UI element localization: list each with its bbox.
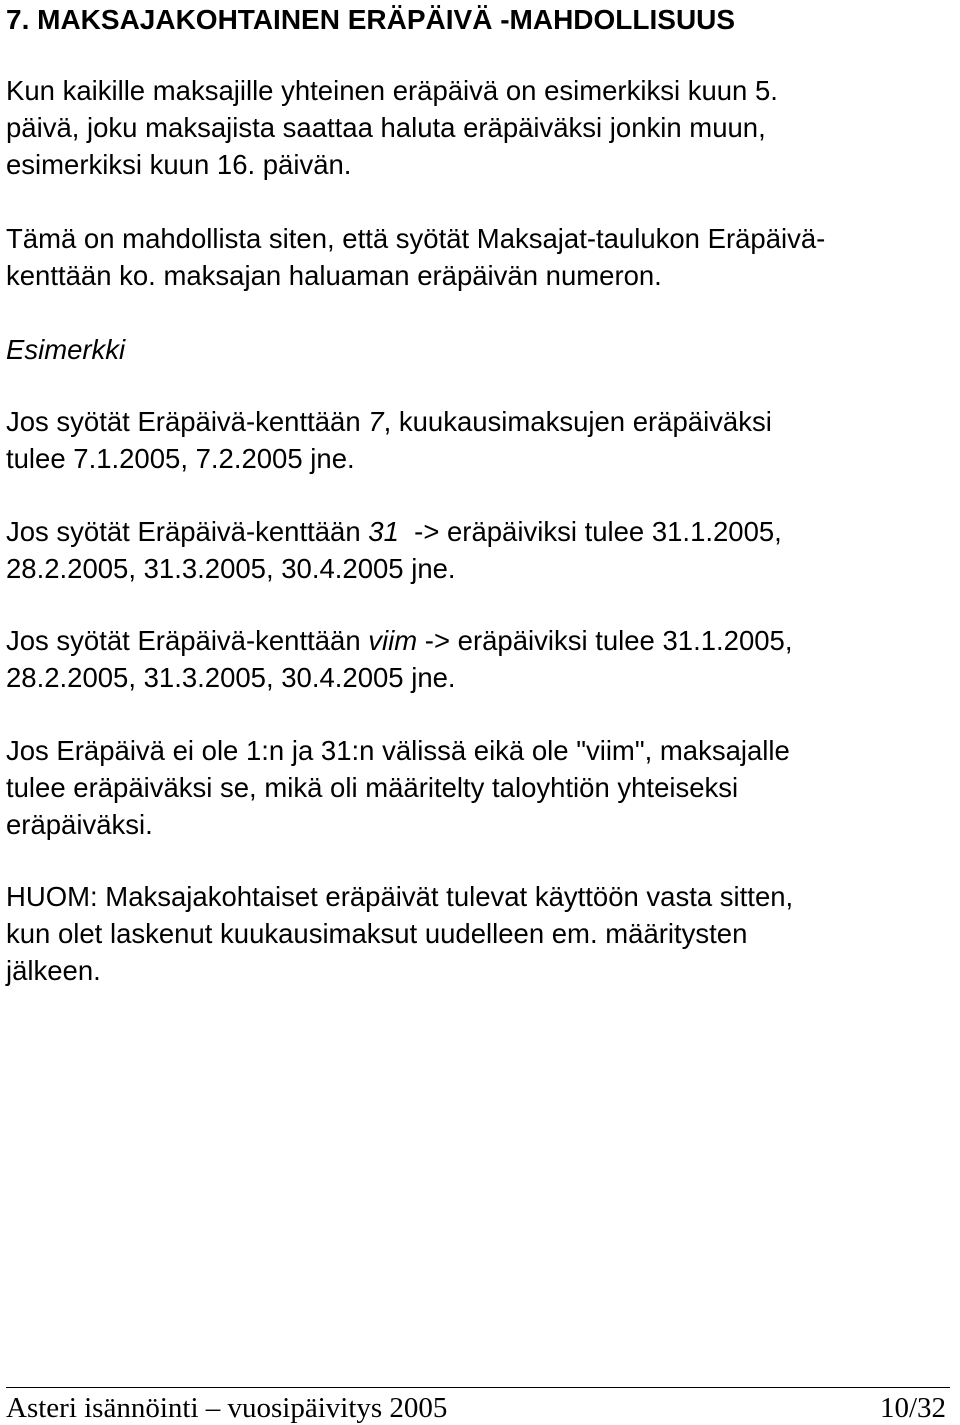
footer-divider xyxy=(6,1387,950,1388)
possible-line-1: Tämä on mahdollista siten, että syötät Maksajat-taulukon Eräpäivä- xyxy=(6,223,826,254)
footer-page-number: 10/32 xyxy=(879,1392,946,1424)
intro-line-1: Kun kaikille maksajille yhteinen eräpäivä on esimerkiksi kuun 5. xyxy=(6,75,778,106)
intro-paragraph xyxy=(6,72,778,183)
example-2-value: 31 xyxy=(368,516,399,547)
example-3-pre: Jos syötät Eräpäivä-kenttään xyxy=(6,625,369,656)
example-2-pre: Jos syötät Eräpäivä-kenttään xyxy=(6,516,369,547)
possible-line-2: kenttään ko. maksajan haluaman eräpäivän numeron. xyxy=(6,260,662,291)
intro-line-2: päivä, joku maksajista saattaa haluta eräpäiväksi jonkin muun, xyxy=(6,112,766,143)
example-1-line-1 xyxy=(6,403,772,440)
footer-title: Asteri isännöinti – vuosipäivitys 2005 xyxy=(6,1392,448,1424)
section-heading: 7. MAKSAJAKOHTAINEN ERÄPÄIVÄ -MAHDOLLISUUS xyxy=(6,4,736,35)
rule-paragraph xyxy=(6,732,790,843)
example-3-line-1 xyxy=(6,622,792,659)
example-1-value: 7 xyxy=(368,406,384,437)
example-2-line-2: 28.2.2005, 31.3.2005, 30.4.2005 jne. xyxy=(6,553,456,584)
example-1-line-2: tulee 7.1.2005, 7.2.2005 jne. xyxy=(6,443,355,474)
example-3-line-2: 28.2.2005, 31.3.2005, 30.4.2005 jne. xyxy=(6,662,456,693)
example-2-line-1 xyxy=(6,513,782,550)
example-1-pre: Jos syötät Eräpäivä-kenttään xyxy=(6,406,369,437)
rule-line-3: eräpäiväksi. xyxy=(6,809,153,840)
example-3-paragraph xyxy=(6,622,792,696)
possible-paragraph xyxy=(6,220,825,294)
note-paragraph xyxy=(6,878,793,989)
note-line-2: kun olet laskenut kuukausimaksut uudelleen em. määritysten xyxy=(6,918,748,949)
example-1-post: , kuukausimaksujen eräpäiväksi xyxy=(383,406,772,437)
example-2-post: -> eräpäiviksi tulee 31.1.2005, xyxy=(398,516,782,547)
rule-line-2: tulee eräpäiväksi se, mikä oli määritelty taloyhtiön yhteiseksi xyxy=(6,772,739,803)
note-line-3: jälkeen. xyxy=(6,955,101,986)
rule-line-1: Jos Eräpäivä ei ole 1:n ja 31:n välissä eikä ole "viim", maksajalle xyxy=(6,735,790,766)
example-3-value: viim xyxy=(368,625,418,656)
example-label: Esimerkki xyxy=(6,334,126,365)
example-1-paragraph xyxy=(6,403,772,477)
page-footer xyxy=(6,1391,946,1425)
intro-line-3: esimerkiksi kuun 16. päivän. xyxy=(6,149,352,180)
example-2-paragraph xyxy=(6,513,782,587)
note-line-1: HUOM: Maksajakohtaiset eräpäivät tulevat käyttöön vasta sitten, xyxy=(6,881,794,912)
example-3-post: -> eräpäiviksi tulee 31.1.2005, xyxy=(417,625,793,656)
